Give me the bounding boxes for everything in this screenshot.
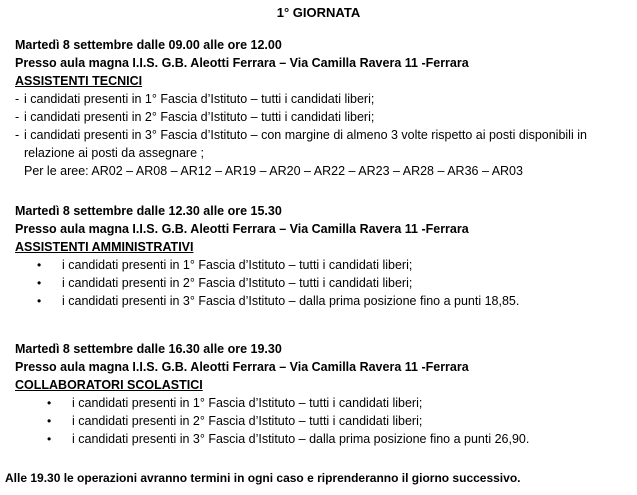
list-item-text: i candidati presenti in 2° Fascia d’Istituto – tutti i candidati liberi;: [72, 414, 423, 428]
list-item-text: i candidati presenti in 3° Fascia d’Istituto – dalla prima posizione fino a punti 18,85.: [62, 294, 520, 308]
areas-list: Per le aree: AR02 – AR08 – AR12 – AR19 – AR20 – AR22 – AR23 – AR28 – AR36 – AR03: [24, 164, 523, 178]
dash-marker: -: [15, 110, 20, 124]
list-item-text: i candidati presenti in 2° Fascia d’Istituto – tutti i candidati liberi;: [24, 110, 375, 124]
section-date: Martedì 8 settembre dalle 12.30 alle ore 15.30: [15, 204, 282, 218]
list-item: [15, 256, 630, 274]
list-item-text: i candidati presenti in 2° Fascia d’Istituto – tutti i candidati liberi;: [62, 276, 413, 290]
list-item: [15, 394, 630, 412]
section-assistenti-amministrativi: [15, 202, 630, 310]
page-title: 1° GIORNATA: [276, 5, 361, 20]
bullet-marker: •: [47, 396, 52, 410]
bullet-marker: •: [37, 294, 42, 308]
dash-marker: -: [15, 92, 20, 106]
bullet-marker: •: [37, 258, 42, 272]
section-category: [15, 376, 630, 394]
category-label: ASSISTENTI TECNICI: [15, 74, 143, 88]
list-item-text: i candidati presenti in 1° Fascia d’Istituto – tutti i candidati liberi;: [72, 396, 423, 410]
bullet-marker: •: [37, 276, 42, 290]
section-category: [15, 238, 630, 256]
bullet-marker: •: [47, 432, 52, 446]
list-item: [15, 412, 630, 430]
list-item: [15, 292, 630, 310]
category-label: ASSISTENTI AMMINISTRATIVI: [15, 240, 194, 254]
list-item-continuation: relazione ai posti da assegnare ;: [24, 146, 204, 160]
list-item-text: i candidati presenti in 1° Fascia d’Istituto – tutti i candidati liberi;: [62, 258, 413, 272]
list-item-text: i candidati presenti in 1° Fascia d’Istituto – tutti i candidati liberi;: [24, 92, 375, 106]
list-item-text: i candidati presenti in 3° Fascia d’Istituto – con margine di almeno 3 volte rispetto ai posti disponibili in: [24, 128, 587, 142]
section-collaboratori-scolastici: [15, 340, 630, 448]
section-category: [15, 72, 630, 90]
section-date: Martedì 8 settembre dalle 16.30 alle ore 19.30: [15, 342, 282, 356]
dash-marker: -: [15, 128, 20, 142]
section-place: Presso aula magna I.I.S. G.B. Aleotti Ferrara – Via Camilla Ravera 11 -Ferrara: [15, 222, 469, 236]
list-item: [15, 90, 630, 108]
section-place: Presso aula magna I.I.S. G.B. Aleotti Ferrara – Via Camilla Ravera 11 -Ferrara: [15, 56, 469, 70]
category-label: COLLABORATORI SCOLASTICI: [15, 378, 203, 392]
list-item: [15, 108, 630, 126]
list-item: [15, 274, 630, 292]
section-place: Presso aula magna I.I.S. G.B. Aleotti Ferrara – Via Camilla Ravera 11 -Ferrara: [15, 360, 469, 374]
footer-note: Alle 19.30 le operazioni avranno termini in ogni caso e riprenderanno il giorno successivo.: [5, 471, 521, 485]
bullet-marker: •: [47, 414, 52, 428]
section-assistenti-tecnici: [15, 36, 630, 180]
list-item-text: i candidati presenti in 3° Fascia d’Istituto – dalla prima posizione fino a punti 26,90.: [72, 432, 530, 446]
section-date: Martedì 8 settembre dalle 09.00 alle ore 12.00: [15, 38, 282, 52]
list-item: [15, 126, 630, 144]
list-item: [15, 430, 630, 448]
